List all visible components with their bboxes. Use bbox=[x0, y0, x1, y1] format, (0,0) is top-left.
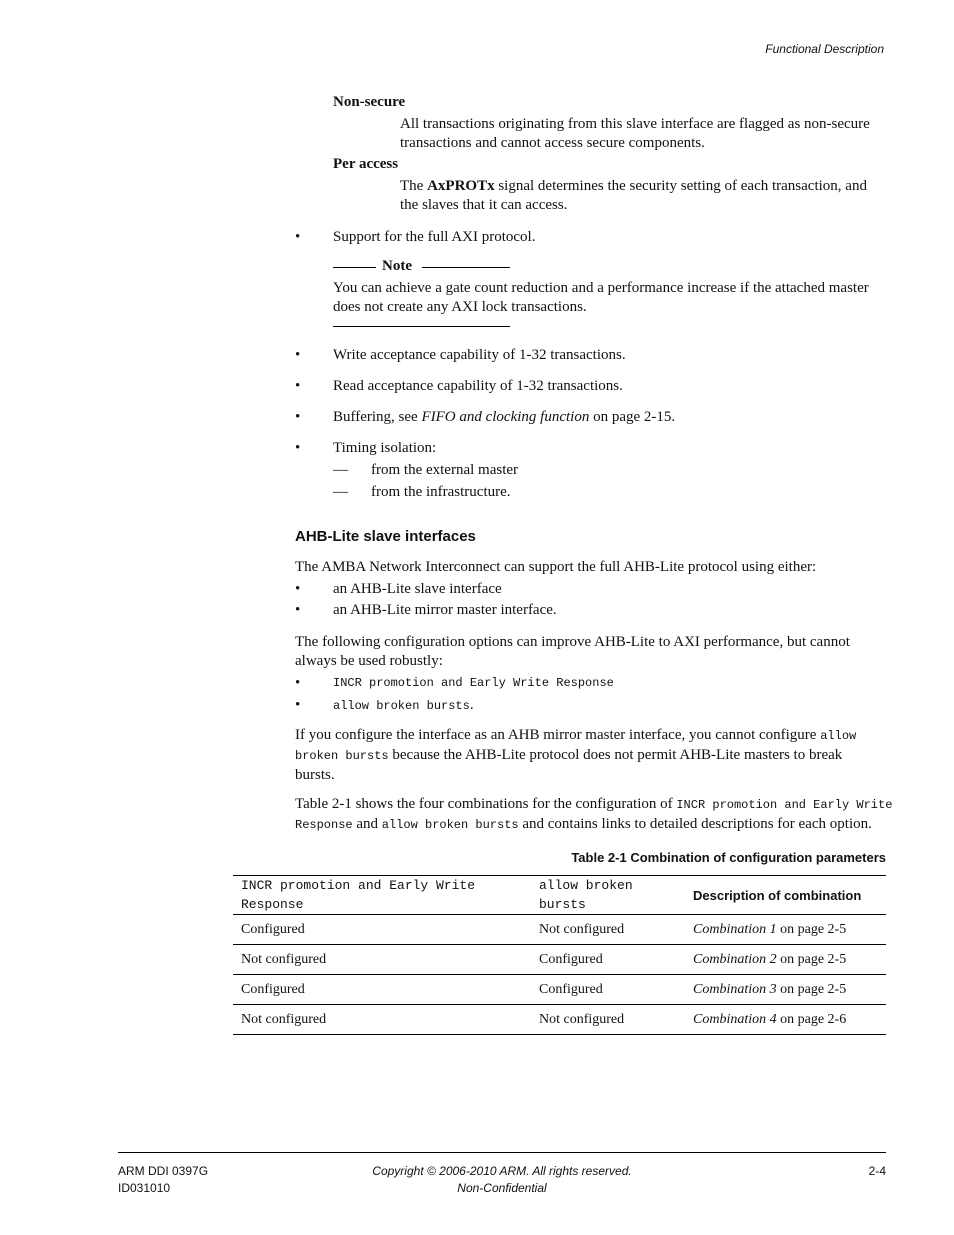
copyright-notice: Copyright © 2006-2010 ARM. All rights reserved. bbox=[372, 1164, 632, 1178]
perf-line2: always be used robustly: bbox=[295, 653, 443, 669]
mirror-line2 bbox=[295, 746, 856, 766]
bullet-read-acceptance: Read acceptance capability of 1-32 transactions. bbox=[333, 378, 623, 394]
timing-sub-external: from the external master bbox=[371, 462, 519, 478]
mirror-line1 bbox=[295, 726, 856, 746]
page-number: 2-4 bbox=[868, 1164, 886, 1178]
bullet-marker: • bbox=[295, 440, 301, 456]
desc-non-secure-line1: All transactions originating from this slave interface are flagged as non-secure bbox=[400, 116, 870, 132]
footer-center bbox=[302, 1163, 702, 1197]
note-label: Note bbox=[382, 258, 412, 274]
term-non-secure: Non-secure bbox=[333, 94, 406, 110]
bullet-ahb-slave: an AHB-Lite slave interface bbox=[333, 581, 502, 597]
text: If you configure the interface as an AHB mirror master interface, you cannot configure bbox=[295, 727, 821, 743]
text: and bbox=[352, 816, 382, 832]
col-header-incr: INCR promotion and Early Write Response bbox=[233, 876, 531, 915]
dash-marker: — bbox=[333, 462, 348, 478]
text: and contains links to detailed descriptions for each option. bbox=[518, 816, 872, 832]
cell-incr: Not configured bbox=[233, 945, 531, 975]
bullet-marker: • bbox=[295, 229, 301, 245]
cell-allow: Not configured bbox=[531, 1005, 685, 1035]
note-body bbox=[333, 279, 869, 317]
table-caption: Table 2-1 Combination of configuration parameters bbox=[571, 850, 886, 865]
bullet-ahb-mirror: an AHB-Lite mirror master interface. bbox=[333, 602, 557, 618]
combination-link[interactable]: Combination 1 bbox=[693, 922, 777, 937]
footer-left bbox=[118, 1163, 208, 1197]
code-text: allow broken bursts bbox=[333, 699, 470, 713]
bullet-write-acceptance: Write acceptance capability of 1-32 transactions. bbox=[333, 347, 626, 363]
bullet-marker: • bbox=[295, 581, 301, 597]
table-ref-line2 bbox=[295, 815, 895, 835]
desc-non-secure bbox=[400, 115, 870, 153]
cell-allow: Not configured bbox=[531, 915, 685, 945]
bullet-marker: • bbox=[295, 347, 301, 363]
text: Table 2-1 shows the four combinations for the configuration of bbox=[295, 796, 677, 812]
config-table bbox=[233, 875, 886, 1035]
perf-paragraph bbox=[295, 633, 850, 671]
note-rule-left bbox=[333, 267, 376, 268]
bullet-marker: • bbox=[295, 697, 301, 713]
cell-description bbox=[685, 975, 886, 1005]
col-header-allow: allow broken bursts bbox=[531, 876, 685, 915]
table-row bbox=[233, 1005, 886, 1035]
desc-per-access bbox=[400, 177, 867, 215]
combination-link[interactable]: Combination 4 bbox=[693, 1012, 777, 1027]
cell-description bbox=[685, 915, 886, 945]
code-text: allow bbox=[820, 729, 857, 743]
section-heading: AHB-Lite slave interfaces bbox=[295, 528, 476, 545]
cell-incr: Configured bbox=[233, 975, 531, 1005]
table-row bbox=[233, 945, 886, 975]
text: Buffering, see bbox=[333, 409, 422, 425]
bullet-marker: • bbox=[295, 602, 301, 618]
table-reference-paragraph bbox=[295, 795, 895, 835]
perf-line1: The following configuration options can improve AHB-Lite to AXI performance, but cannot bbox=[295, 634, 850, 650]
mirror-paragraph bbox=[295, 726, 856, 785]
bullet-marker: • bbox=[295, 675, 301, 691]
cell-incr: Configured bbox=[233, 915, 531, 945]
table-header-row bbox=[233, 876, 886, 915]
doc-id: ARM DDI 0397G bbox=[118, 1164, 209, 1178]
footer-rule bbox=[118, 1152, 886, 1153]
cell-description bbox=[685, 1005, 886, 1035]
bullet-timing: Timing isolation: bbox=[333, 440, 437, 456]
text: . bbox=[469, 697, 474, 713]
text: on page 2-15. bbox=[589, 409, 676, 425]
code-text: Response bbox=[295, 818, 353, 832]
table-ref-line1 bbox=[295, 795, 895, 815]
bullet-buffering bbox=[333, 408, 675, 427]
timing-sub-infrastructure: from the infrastructure. bbox=[371, 484, 511, 500]
dash-marker: — bbox=[333, 484, 348, 500]
text: on page 2-6 bbox=[776, 1012, 847, 1027]
code-text: allow broken bursts bbox=[381, 818, 519, 832]
note-rule-bottom bbox=[333, 326, 510, 327]
table-row bbox=[233, 975, 886, 1005]
bullet-full-axi: Support for the full AXI protocol. bbox=[333, 229, 536, 245]
code-allow-broken bbox=[333, 696, 474, 716]
combination-link[interactable]: Combination 2 bbox=[693, 952, 777, 967]
col-header-description: Description of combination bbox=[685, 876, 886, 915]
term-per-access: Per access bbox=[333, 156, 399, 172]
combination-link[interactable]: Combination 3 bbox=[693, 982, 777, 997]
confidentiality-notice: Non-Confidential bbox=[457, 1181, 547, 1195]
text: on page 2-5 bbox=[776, 952, 847, 967]
text: because the AHB-Lite protocol does not permit AHB-Lite masters to break bbox=[388, 747, 843, 763]
text: The bbox=[400, 178, 428, 194]
code-text: INCR promotion and Early Write bbox=[676, 798, 893, 812]
code-text: broken bursts bbox=[295, 749, 389, 763]
issue-id: ID031010 bbox=[118, 1181, 171, 1195]
mirror-line3: bursts. bbox=[295, 767, 335, 783]
table-row bbox=[233, 915, 886, 945]
text: on page 2-5 bbox=[776, 922, 847, 937]
note-line2: does not create any AXI lock transactions. bbox=[333, 299, 587, 315]
cell-incr: Not configured bbox=[233, 1005, 531, 1035]
cell-allow: Configured bbox=[531, 945, 685, 975]
note-line1: You can achieve a gate count reduction and a performance increase if the attached master bbox=[333, 280, 869, 296]
desc-non-secure-line2: transactions and cannot access secure components. bbox=[400, 135, 705, 151]
desc-per-access-line1 bbox=[400, 177, 867, 196]
bullet-marker: • bbox=[295, 409, 301, 425]
bullet-marker: • bbox=[295, 378, 301, 394]
signal-name: AxPROTx bbox=[427, 178, 495, 194]
running-header: Functional Description bbox=[765, 42, 884, 56]
code-incr-promotion: INCR promotion and Early Write Response bbox=[333, 676, 614, 690]
cell-description bbox=[685, 945, 886, 975]
note-rule-right bbox=[422, 267, 510, 268]
cell-allow: Configured bbox=[531, 975, 685, 1005]
desc-per-access-line2: the slaves that it can access. bbox=[400, 197, 568, 213]
fifo-clocking-link[interactable]: FIFO and clocking function bbox=[421, 409, 590, 425]
text: signal determines the security setting of each transaction, and bbox=[494, 178, 867, 194]
text: on page 2-5 bbox=[776, 982, 847, 997]
ahb-intro: The AMBA Network Interconnect can support the full AHB-Lite protocol using either: bbox=[295, 559, 817, 575]
